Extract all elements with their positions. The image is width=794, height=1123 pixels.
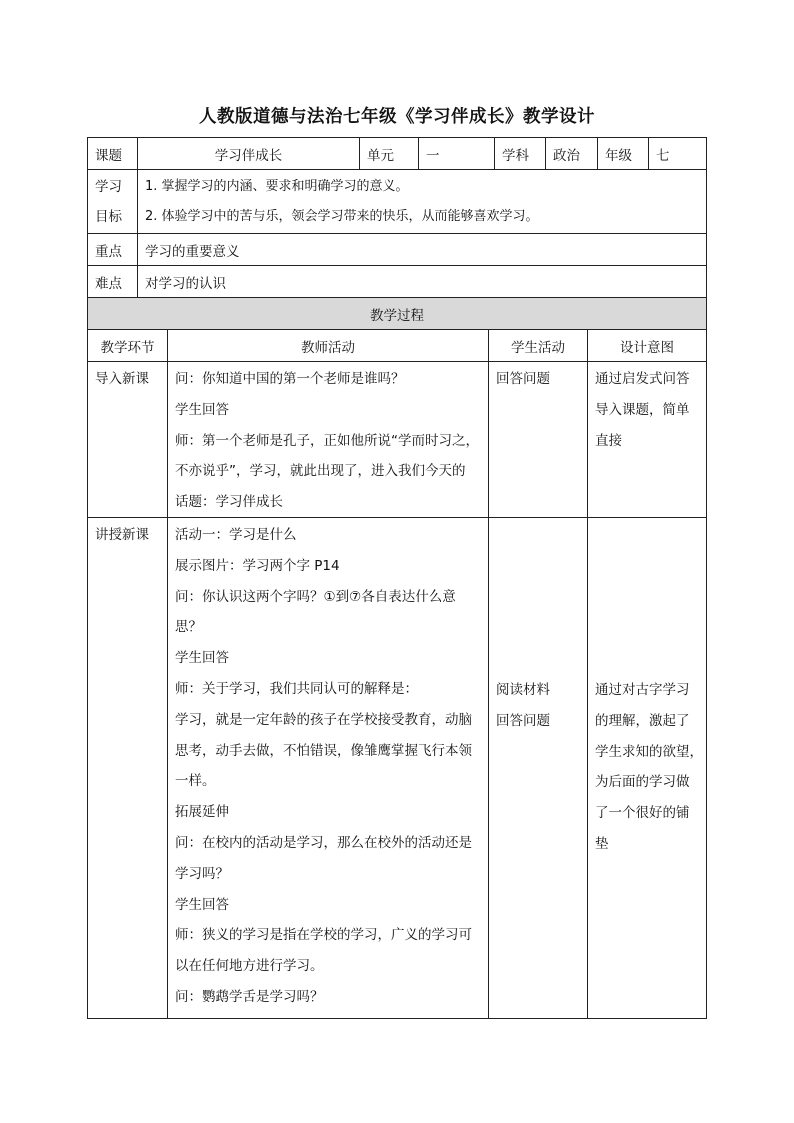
teacher-line: 思考，动手去做，不怕错误，像雏鹰掌握飞行本领 (175, 742, 472, 759)
teacher-line: 一样。 (175, 773, 216, 790)
table-row-teacher-activity (168, 362, 488, 518)
objective-item: 1. 掌握学习的内涵、要求和明确学习的意义。 (145, 179, 409, 194)
subject-label: 学科 (502, 147, 529, 164)
student-line: 阅读材料 (496, 682, 550, 698)
objectives-label-line: 目标 (95, 209, 122, 225)
difficulty-value: 对学习的认识 (145, 275, 226, 292)
course-value: 学习伴成长 (214, 147, 283, 164)
teacher-line: 活动一：学习是什么 (175, 527, 297, 543)
document-title: 人教版道德与法治七年级《学习伴成长》教学设计 (199, 107, 595, 127)
key-point-value: 学习的重要意义 (145, 243, 240, 260)
table-row-student-activity (489, 673, 587, 737)
teacher-line: 展示图片：学习两个字 P14 (175, 557, 340, 574)
intent-line: 的理解，激起了 (595, 712, 690, 729)
teacher-line: 问：在校内的活动是学习，那么在校外的活动还是 (175, 834, 472, 851)
teacher-line: 师：狭义的学习是指在学校的学习，广义的学习可 (175, 927, 472, 944)
intent-line: 直接 (595, 432, 622, 449)
objectives-list (138, 170, 706, 233)
unit-value: 一 (426, 147, 440, 164)
teacher-line: 问：鹦鹉学舌是学习吗？ (175, 988, 324, 1005)
intent-line: 了一个很好的铺 (595, 805, 690, 822)
teacher-line: 学生回答 (175, 401, 229, 418)
column-header-teacher: 教师活动 (301, 339, 355, 356)
process-heading: 教学过程 (370, 307, 424, 324)
table-row-design-intent (588, 673, 706, 860)
teacher-line: 问：你认识这两个字吗？①到⑦各自表达什么意 (175, 588, 456, 605)
grade-value: 七 (656, 147, 670, 164)
teacher-line: 思？ (175, 619, 202, 636)
intent-line: 导入课题，简单 (595, 401, 690, 418)
column-header-intent: 设计意图 (620, 339, 674, 356)
course-label: 课题 (95, 147, 122, 164)
student-line: 回答问题 (496, 371, 550, 387)
intent-line: 学生求知的欲望， (595, 743, 703, 760)
stage-label: 导入新课 (95, 371, 149, 387)
stage-label: 讲授新课 (95, 527, 149, 543)
intent-line: 通过对古字学习 (595, 682, 690, 698)
teacher-line: 拓展延伸 (175, 804, 229, 821)
intent-line: 垫 (595, 835, 609, 852)
key-point-label: 重点 (95, 243, 122, 260)
table-row-stage (88, 518, 167, 551)
column-header-student: 学生活动 (511, 339, 565, 356)
objectives-label-line: 学习 (95, 179, 122, 195)
teacher-line: 不亦说乎”，学习，就此出现了，进入我们今天的 (175, 463, 466, 480)
table-row-design-intent (588, 362, 706, 456)
intent-line: 通过启发式问答 (595, 371, 690, 387)
student-line: 回答问题 (496, 712, 550, 729)
teacher-line: 问：你知道中国的第一个老师是谁吗？ (175, 371, 405, 387)
table-row-teacher-activity (168, 518, 488, 1013)
teacher-line: 话题：学习伴成长 (175, 494, 283, 511)
column-header-stage: 教学环节 (100, 339, 155, 356)
subject-value: 政治 (553, 147, 580, 164)
teacher-line: 师：第一个老师是孔子，正如他所说“学而时习之， (175, 432, 479, 449)
unit-label: 单元 (367, 147, 394, 164)
teacher-line: 学生回答 (175, 650, 229, 667)
intent-line: 为后面的学习做 (595, 774, 690, 791)
objectives-label (88, 170, 137, 233)
difficulty-label: 难点 (95, 275, 122, 292)
table-row-stage (88, 362, 167, 395)
table-row-student-activity (489, 362, 587, 395)
teacher-line: 学习，就是一定年龄的孩子在学校接受教育，动脑 (175, 711, 472, 728)
grade-label: 年级 (605, 147, 632, 164)
teacher-line: 以在任何地方进行学习。 (175, 958, 324, 975)
teacher-line: 学生回答 (175, 896, 229, 913)
teacher-line: 学习吗？ (175, 865, 229, 882)
objective-item: 2. 体验学习中的苦与乐，领会学习带来的快乐，从而能够喜欢学习。 (145, 209, 539, 224)
teacher-line: 师：关于学习，我们共同认可的解释是： (175, 680, 418, 697)
